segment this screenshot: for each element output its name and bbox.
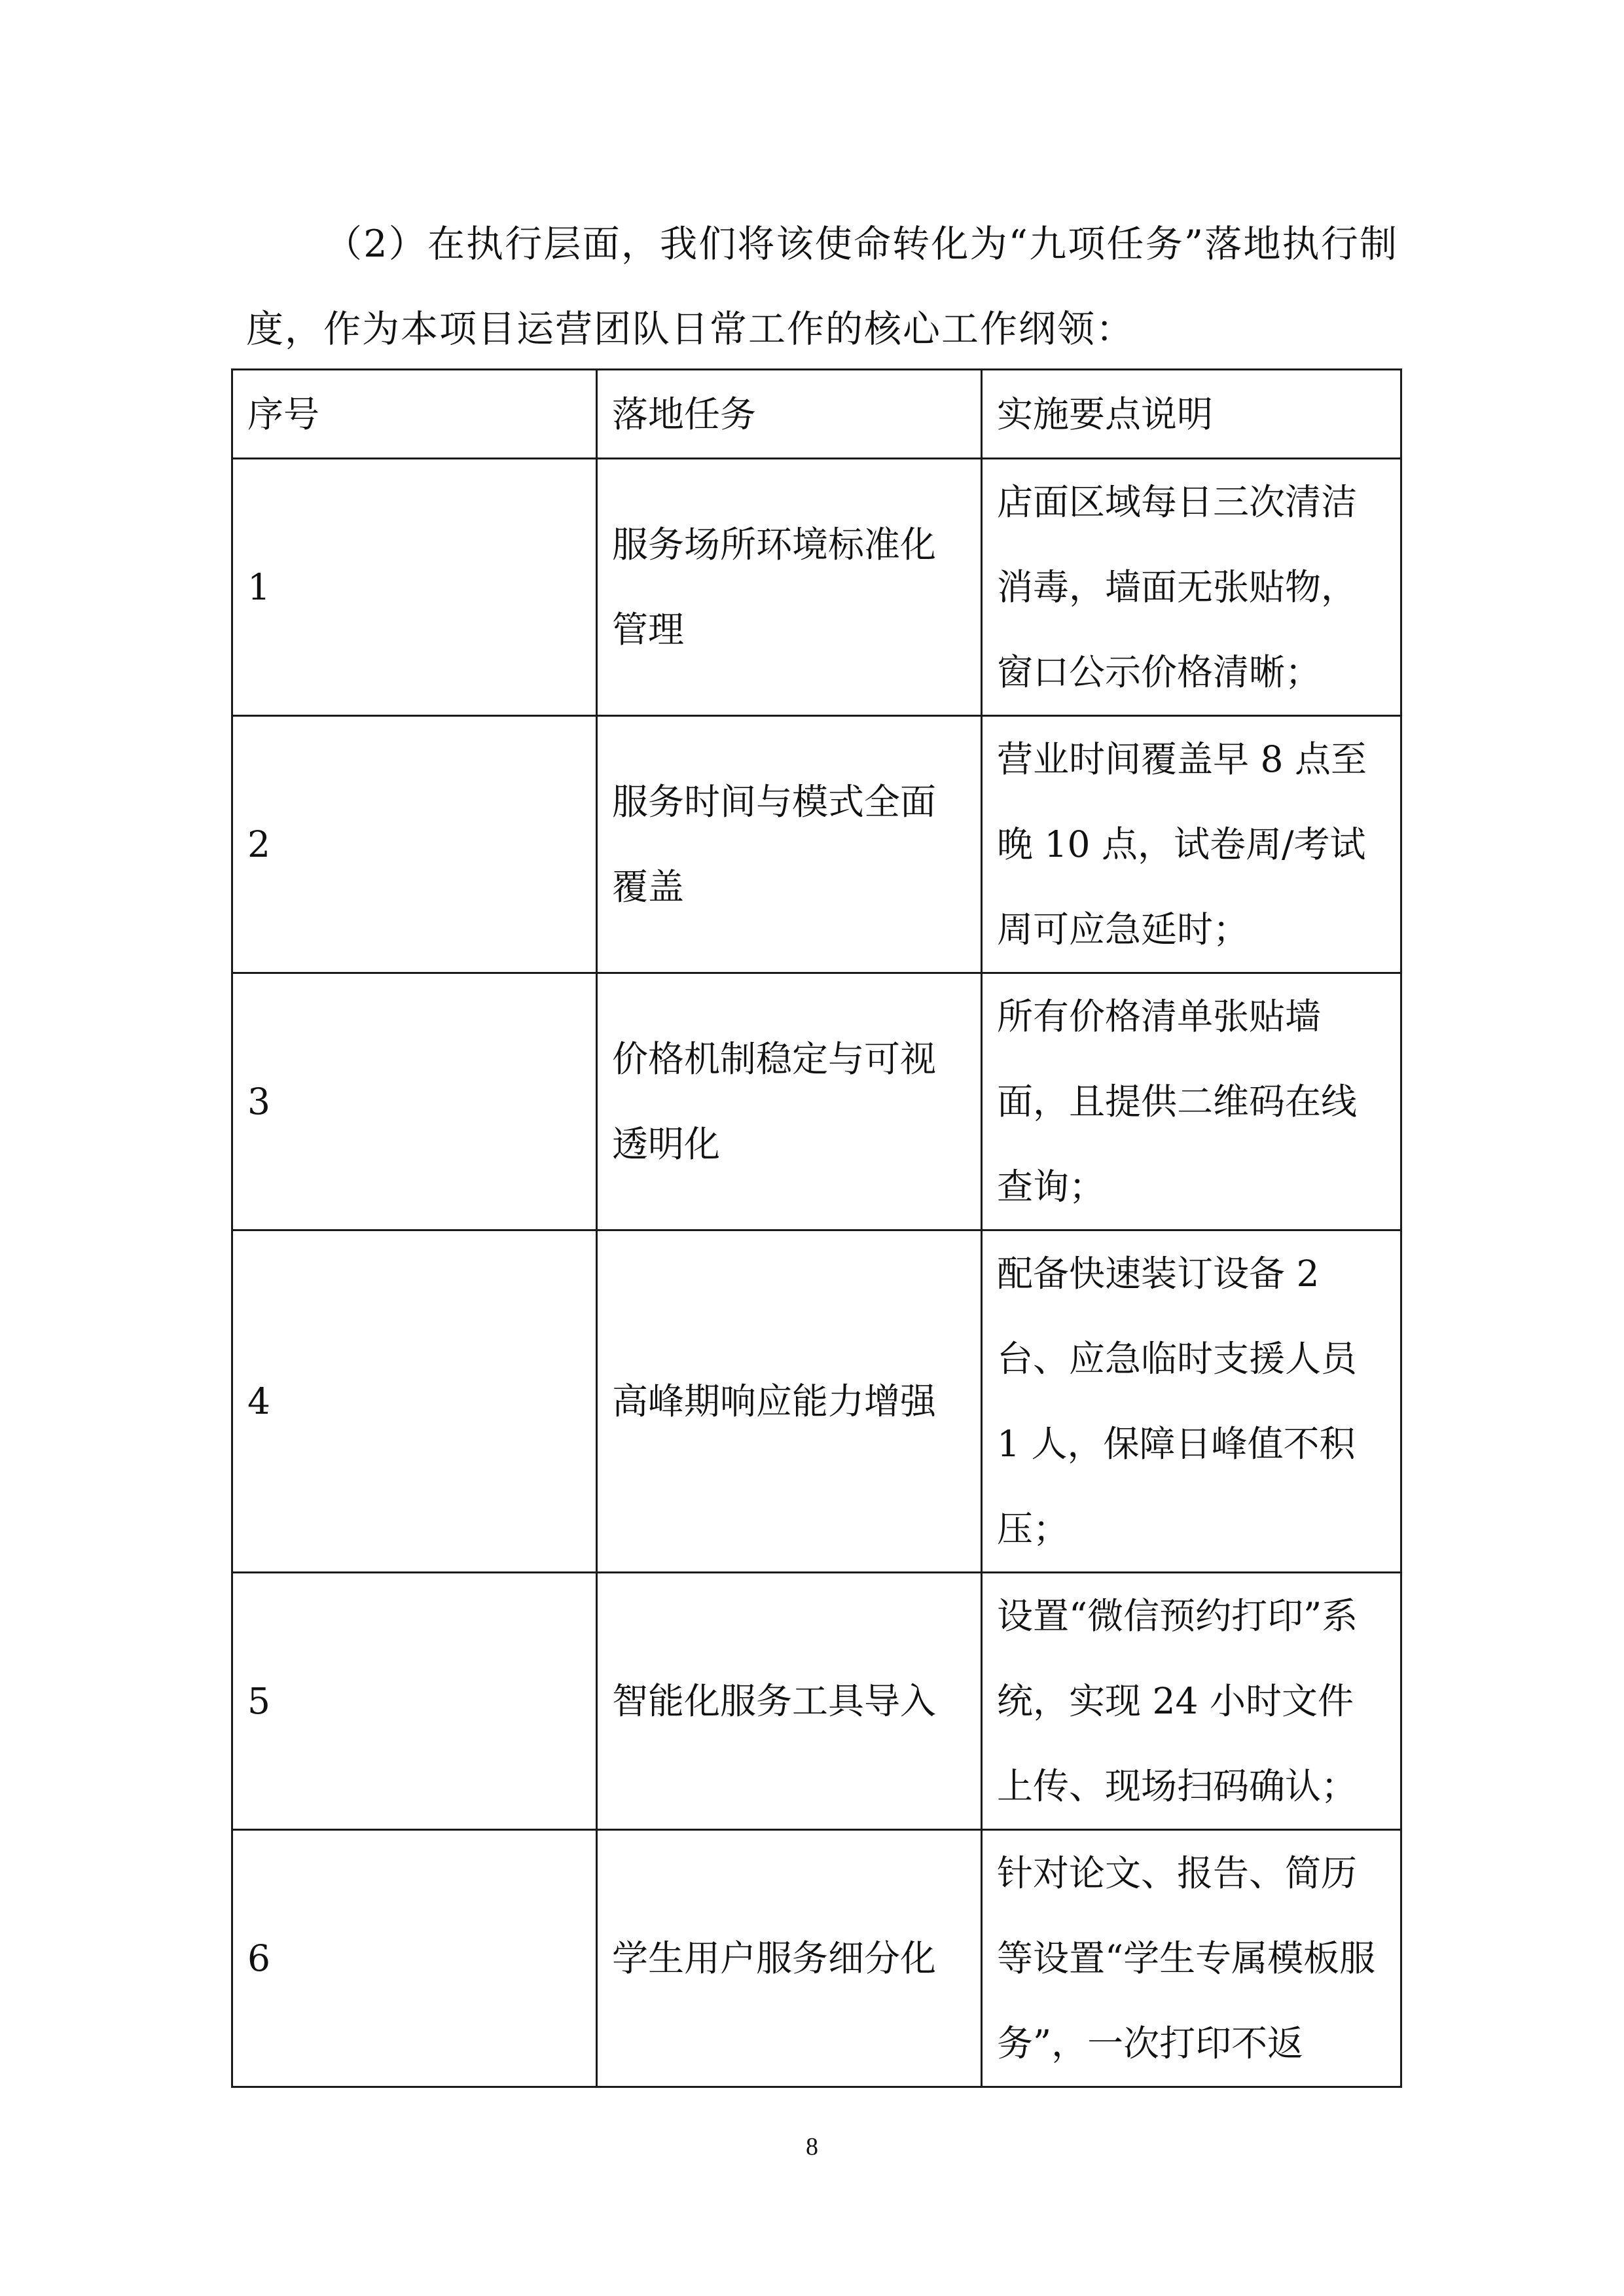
row-no: 1 [232,459,597,716]
row-desc: 设置“微信预约打印”系统，实现 24 小时文件上传、现场扫码确认； [982,1573,1401,1830]
row-no: 3 [232,973,597,1230]
row-desc: 所有价格清单张贴墙面，且提供二维码在线查询； [982,973,1401,1230]
row-task: 学生用户服务细分化 [597,1830,982,2087]
table-row [232,459,1401,716]
table-row [232,716,1401,973]
row-task: 服务场所环境标准化管理 [597,459,982,716]
header-no: 序号 [232,370,597,459]
row-no: 4 [232,1230,597,1573]
row-desc: 配备快速装订设备 2 台、应急临时支援人员 1 人，保障日峰值不积压； [982,1230,1401,1573]
table-row [232,1230,1401,1573]
row-task: 高峰期响应能力增强 [597,1230,982,1573]
row-desc: 店面区域每日三次清洁消毒，墙面无张贴物，窗口公示价格清晰； [982,459,1401,716]
table-row [232,1830,1401,2087]
header-desc: 实施要点说明 [982,370,1401,459]
table-header-row [232,370,1401,459]
row-task: 价格机制稳定与可视透明化 [597,973,982,1230]
table-row [232,1573,1401,1830]
intro-text: （2）在执行层面，我们将该使命转化为“九项任务”落地执行制度，作为本项目运营团队日常工作的核心工作纲领： [246,223,1398,351]
table-row [232,973,1401,1230]
intro-paragraph [246,202,1398,372]
row-task: 服务时间与模式全面覆盖 [597,716,982,973]
row-task: 智能化服务工具导入 [597,1573,982,1830]
header-task: 落地任务 [597,370,982,459]
row-desc: 针对论文、报告、简历等设置“学生专属模板服务”，一次打印不返 [982,1830,1401,2087]
row-no: 6 [232,1830,597,2087]
row-no: 5 [232,1573,597,1830]
row-desc: 营业时间覆盖早 8 点至晚 10 点，试卷周/考试周可应急延时； [982,716,1401,973]
tasks-table [231,368,1402,2088]
row-no: 2 [232,716,597,973]
page-number: 8 [806,2133,818,2161]
